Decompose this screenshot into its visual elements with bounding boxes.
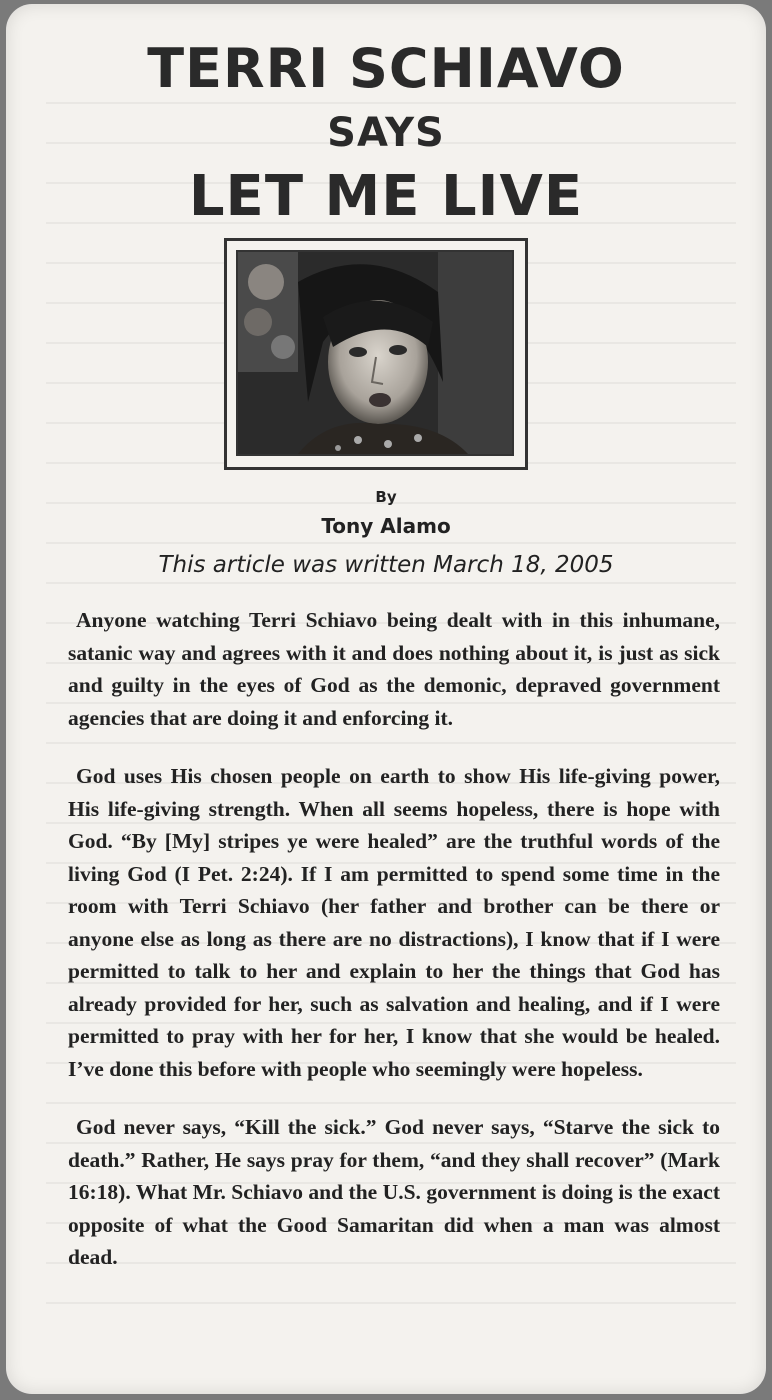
article-body — [68, 604, 720, 1300]
headline-line-1: TERRI SCHIAVO — [147, 37, 625, 100]
portrait-photo — [236, 250, 514, 456]
portrait-image — [238, 252, 512, 454]
paragraph-1: Anyone watching Terri Schiavo being dealt with in this inhumane, satanic way and agrees with it and does nothing about it, is just as sick and guilty in the eyes of God as the demonic, depraved government agencies that are doing it and enforcing it. — [68, 608, 720, 730]
byline-by: By — [375, 488, 397, 506]
dateline: This article was written March 18, 2005 — [158, 552, 614, 578]
paragraph-3: God never says, “Kill the sick.” God never says, “Starve the sick to death.” Rather, He says pray for them, “and they shall recover” (Mark 16:18). What Mr. Schiavo and the U.S. government is doing is the exact opposite of what the Good Samaritan did when a man was almost dead. — [68, 1115, 720, 1269]
paragraph-2: God uses His chosen people on earth to show His life-giving power, His life-giving strength. When all seems hopeless, there is hope with God. “By [My] stripes ye were healed” are the truthful words of the living God (I Pet. 2:24). If I am permitted to spend some time in the room with Terri Schiavo (her father and brother can be there or anyone else as long as there are no distractions), I know that if I were permitted to talk to her and explain to her the things that God has already provided for her, such as salvation and healing, and if I were permitted to pray with her for her, I know that she would be healed. I’ve done this before with people who seemingly were hopeless. — [68, 764, 720, 1081]
headline-line-3: LET ME LIVE — [188, 164, 584, 229]
portrait-frame — [224, 238, 528, 470]
author-name: Tony Alamo — [321, 514, 451, 538]
headline-line-2: SAYS — [327, 110, 445, 156]
tract-page — [6, 4, 766, 1394]
